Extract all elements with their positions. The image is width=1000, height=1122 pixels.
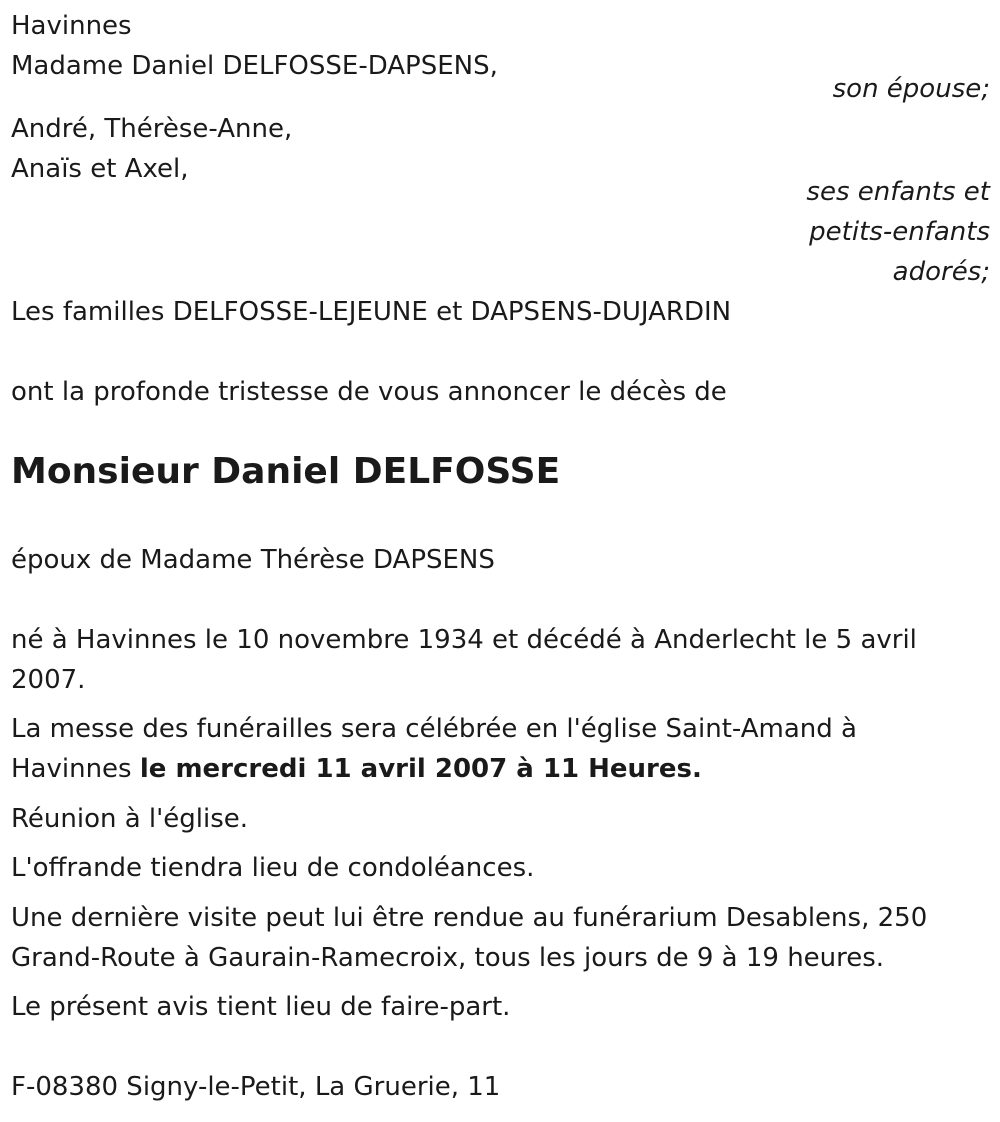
visit-line-2: Grand-Route à Gaurain-Ramecroix, tous les jours de 9 à 19 heures. [11, 943, 885, 973]
offering-line: L'offrande tiendra lieu de condoléances. [11, 853, 535, 883]
city-line: Havinnes [11, 11, 132, 41]
notice-line: Le présent avis tient lieu de faire-part. [11, 992, 511, 1022]
children-role-line-3: adorés; [892, 257, 990, 287]
families-line: Les familles DELFOSSE-LEJEUNE et DAPSENS-DUJARDIN [11, 297, 732, 327]
mass-line-2 [11, 749, 702, 789]
announcement-intro: ont la profonde tristesse de vous annoncer le décès de [11, 377, 727, 407]
children-role-line-2: petits-enfants [809, 217, 990, 247]
birth-death-line-2: 2007. [11, 665, 86, 695]
gathering-line: Réunion à l'église. [11, 804, 249, 834]
spouse-name: Madame Daniel DELFOSSE-DAPSENS, [11, 51, 498, 81]
children-line-2: Anaïs et Axel, [11, 154, 189, 184]
spouse-of-line: époux de Madame Thérèse DAPSENS [11, 545, 495, 575]
mass-line-1: La messe des funérailles sera célébrée en l'église Saint-Amand à [11, 714, 857, 744]
children-role-line-1: ses enfants et [806, 177, 990, 207]
address-line: F-08380 Signy-le-Petit, La Gruerie, 11 [11, 1072, 501, 1102]
mass-line-2-prefix: Havinnes [11, 754, 140, 784]
visit-line-1: Une dernière visite peut lui être rendue au funérarium Desablens, 250 [11, 903, 928, 933]
spouse-role: son épouse; [832, 74, 990, 104]
birth-death-line-1: né à Havinnes le 10 novembre 1934 et décédé à Anderlecht le 5 avril [11, 625, 917, 655]
deceased-name: Monsieur Daniel DELFOSSE [11, 451, 561, 492]
children-line-1: André, Thérèse-Anne, [11, 114, 293, 144]
mass-date-time: le mercredi 11 avril 2007 à 11 Heures. [139, 754, 702, 784]
